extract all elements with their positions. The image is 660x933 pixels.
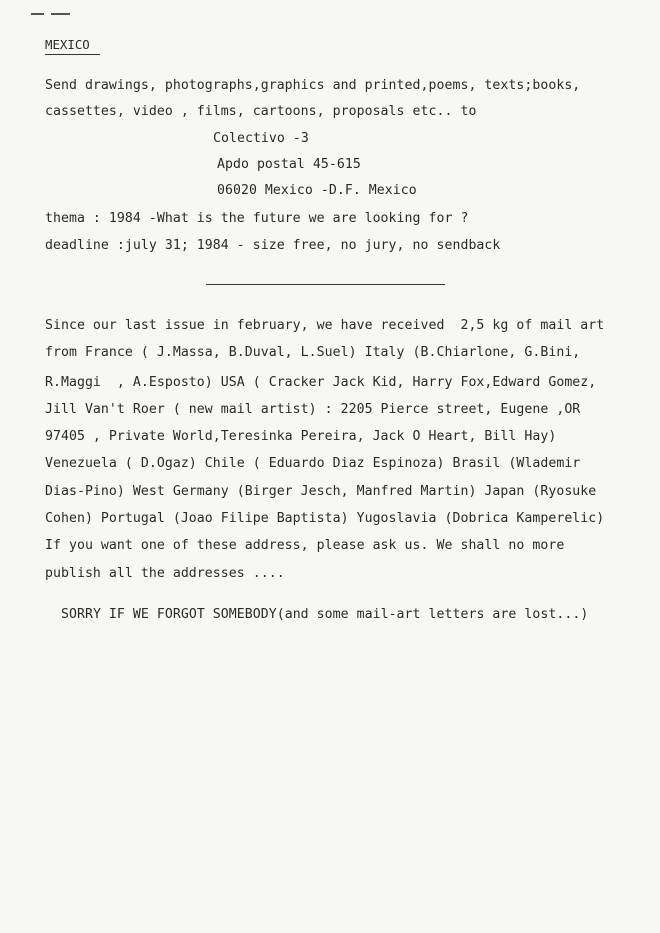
body-line-4: Jill Van't Roer ( new mail artist) : 2205 Pierce street, Eugene ,OR [45,402,581,417]
body-line-10: publish all the addresses .... [45,566,285,581]
deadline-line: deadline :july 31; 1984 - size free, no jury, no sendback [45,238,501,253]
corner-marks [31,13,75,19]
intro-line-2: cassettes, video , films, cartoons, proposals etc.. to [45,104,477,119]
body-line-9: If you want one of these address, please ask us. We shall no more [45,538,565,553]
body-line-7: Dias-Pino) West Germany (Birger Jesch, Manfred Martin) Japan (Ryosuke [45,484,597,499]
intro-line-1: Send drawings, photographs,graphics and printed,poems, texts;books, [45,78,581,93]
thema-line: thema : 1984 -What is the future we are looking for ? [45,211,469,226]
body-line-3: R.Maggi , A.Esposto) USA ( Cracker Jack Kid, Harry Fox,Edward Gomez, [45,375,597,390]
page-heading: MEXICO [45,37,90,52]
heading-underline [45,54,100,55]
address-line-3: 06020 Mexico -D.F. Mexico [217,183,417,198]
closing-line: SORRY IF WE FORGOT SOMEBODY(and some mail-art letters are lost...) [61,607,589,622]
address-line-2: Apdo postal 45-615 [217,157,361,172]
body-line-8: Cohen) Portugal (Joao Filipe Baptista) Yugoslavia (Dobrica Kamperelic) [45,511,605,526]
body-line-2: from France ( J.Massa, B.Duval, L.Suel) Italy (B.Chiarlone, G.Bini, [45,345,581,360]
section-separator [206,284,445,285]
body-line-1: Since our last issue in february, we have received 2,5 kg of mail art [45,318,605,333]
address-line-1: Colectivo -3 [213,131,309,146]
body-line-6: Venezuela ( D.Ogaz) Chile ( Eduardo Diaz Espinoza) Brasil (Wlademir [45,456,581,471]
body-line-5: 97405 , Private World,Teresinka Pereira, Jack O Heart, Bill Hay) [45,429,557,444]
